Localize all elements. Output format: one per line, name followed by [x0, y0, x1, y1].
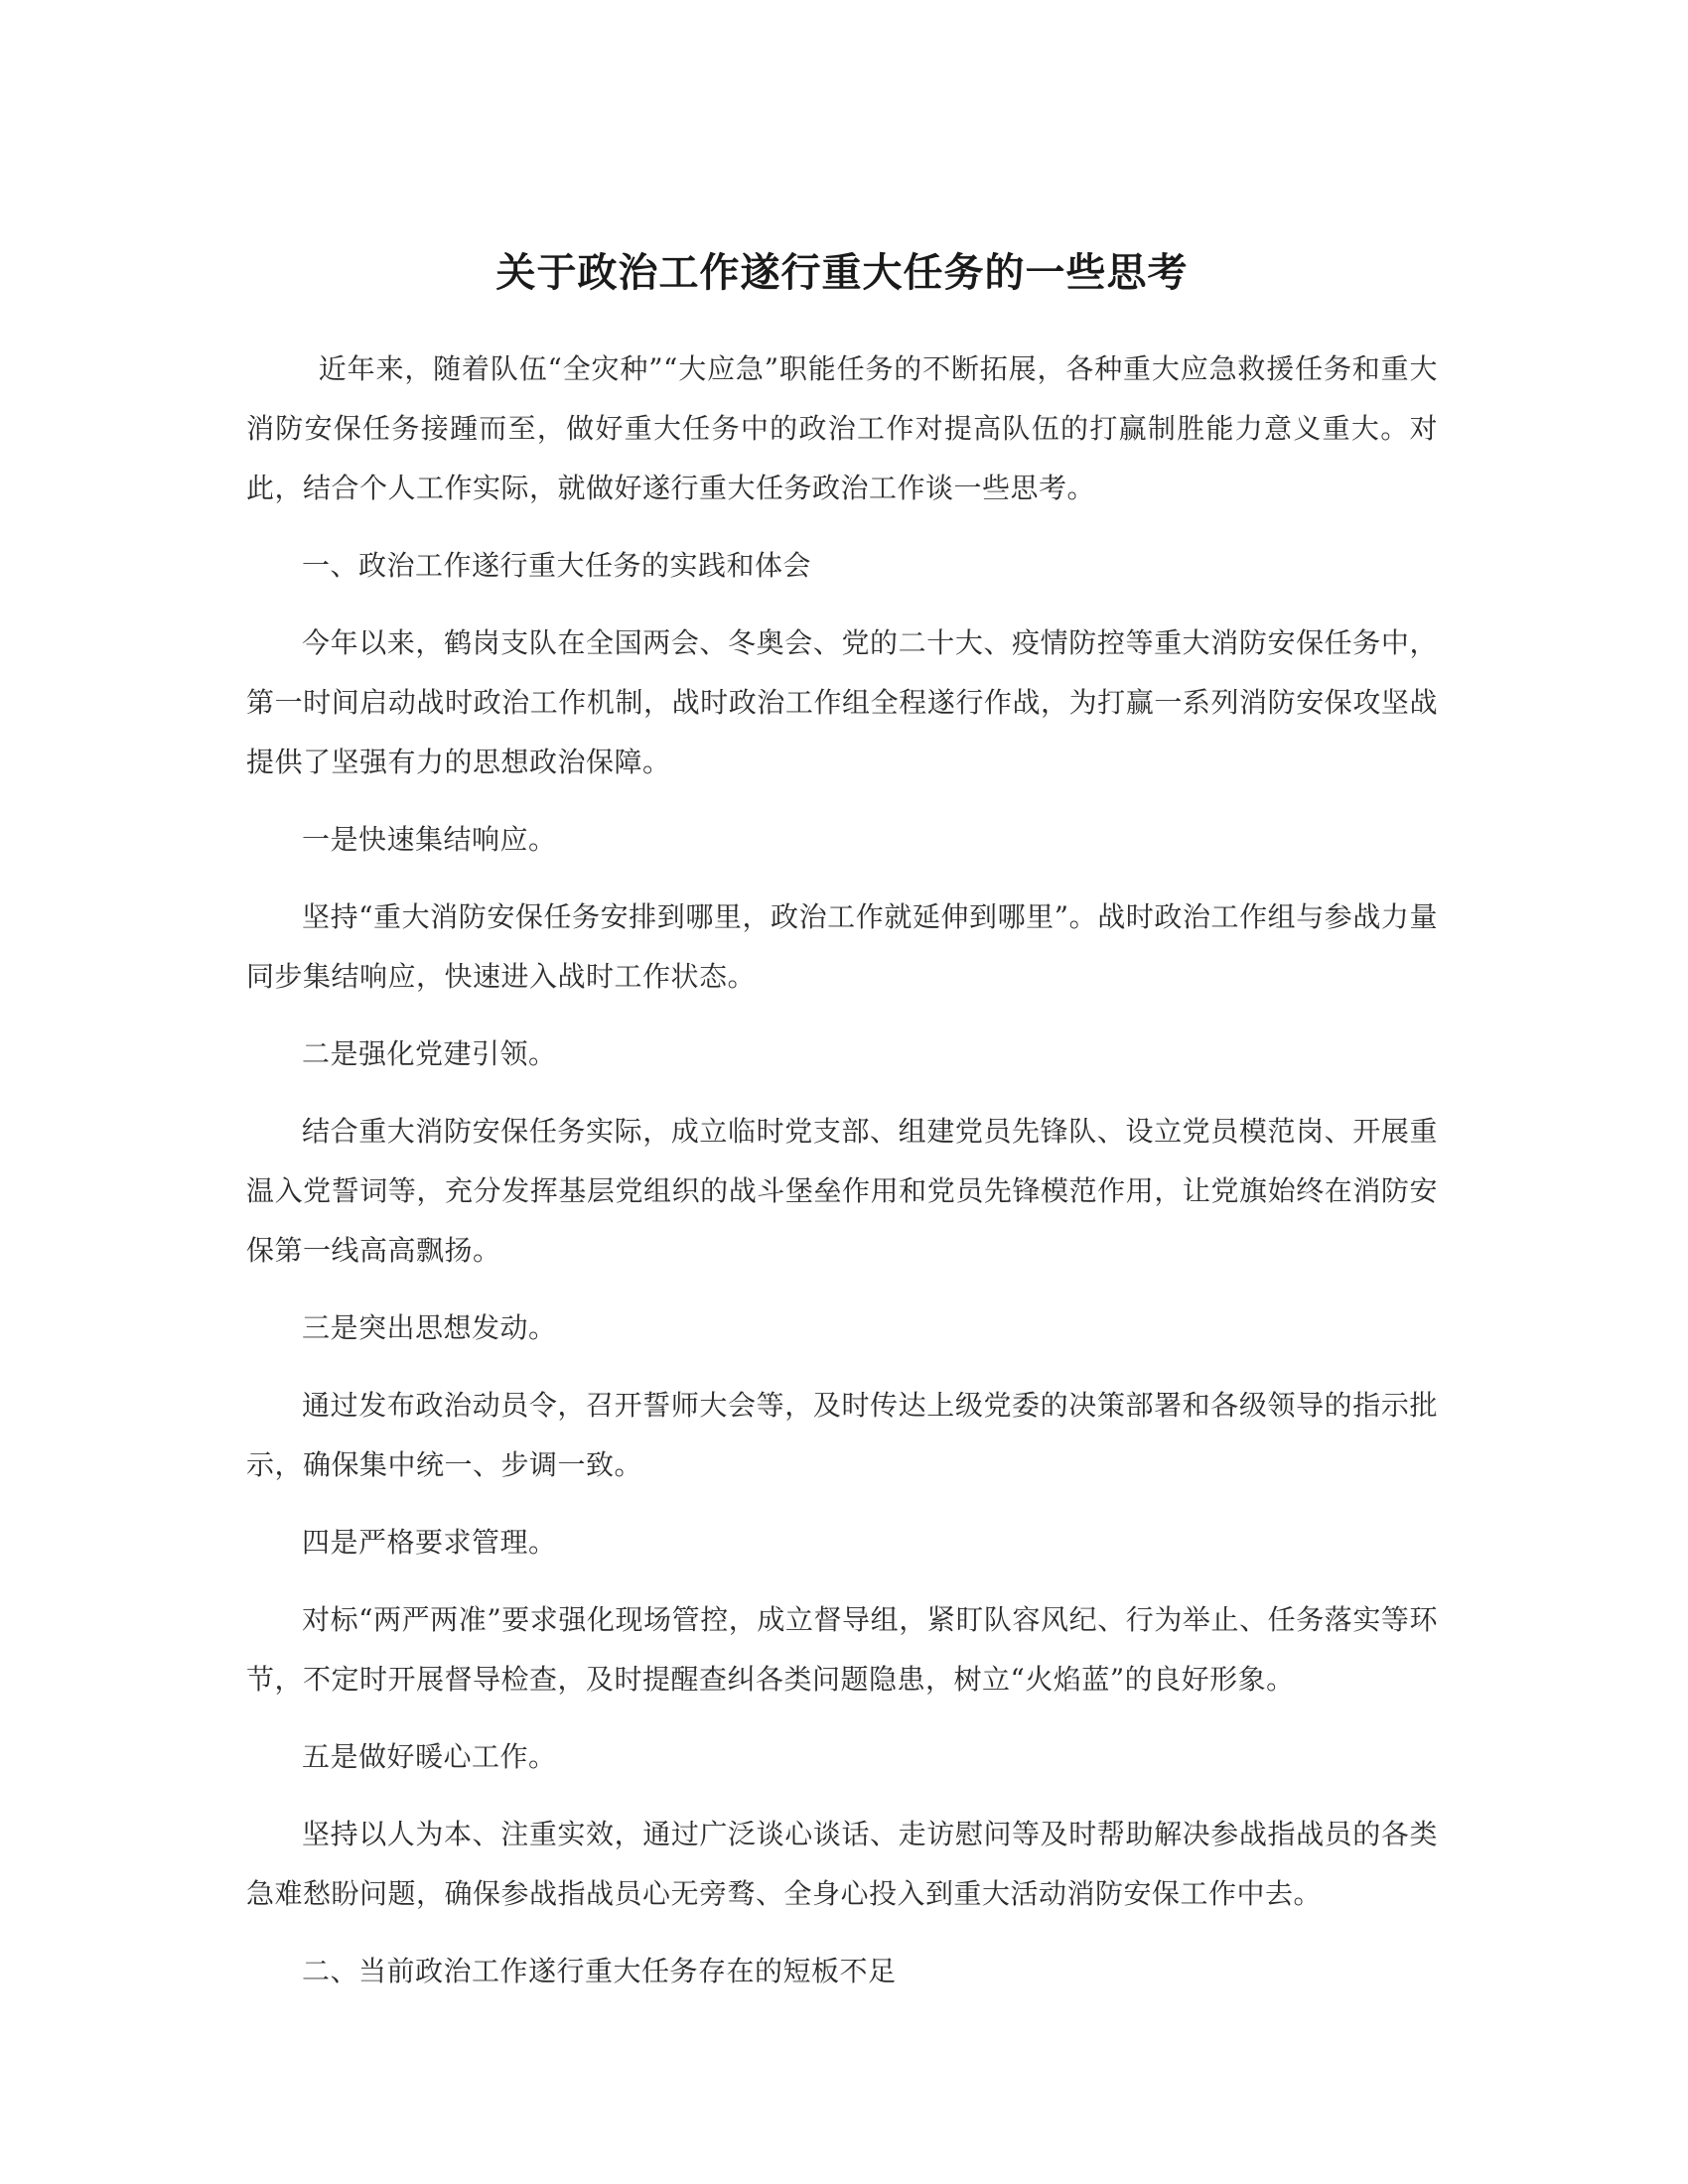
- section-1-paragraph: 今年以来，鹤岗支队在全国两会、冬奥会、党的二十大、疫情防控等重大消防安保任务中，第一时间启动战时政治工作机制，战时政治工作组全程遂行作战，为打赢一系列消防安保攻坚战提供了坚强有力的思想政治保障。: [246, 626, 1438, 778]
- point-paragraph-2: 结合重大消防安保任务实际，成立临时党支部、组建党员先锋队、设立党员模范岗、开展重温入党誓词等，充分发挥基层党组织的战斗堡垒作用和党员先锋模范作用，让党旗始终在消防安保第一线高高飘扬。: [246, 1115, 1438, 1267]
- intro-paragraph: 近年来，随着队伍“全灾种”“大应急”职能任务的不断拓展，各种重大应急救援任务和重大消防安保任务接踵而至，做好重大任务中的政治工作对提高队伍的打赢制胜能力意义重大。对此，结合个人工作实际，就做好遂行重大任务政治工作谈一些思考。: [246, 352, 1438, 504]
- point-paragraph-5: 坚持以人为本、注重实效，通过广泛谈心谈话、走访慰问等及时帮助解决参战指战员的各类急难愁盼问题，确保参战指战员心无旁骛、全身心投入到重大活动消防安保工作中去。: [246, 1818, 1438, 1910]
- point-paragraph-3: 通过发布政治动员令，召开誓师大会等，及时传达上级党委的决策部署和各级领导的指示批示，确保集中统一、步调一致。: [246, 1389, 1438, 1481]
- document-title: 关于政治工作遂行重大任务的一些思考: [495, 249, 1189, 296]
- point-heading-4: 四是严格要求管理。: [302, 1526, 557, 1559]
- point-heading-1: 一是快速集结响应。: [302, 823, 557, 856]
- point-paragraph-1: 坚持“重大消防安保任务安排到哪里，政治工作就延伸到哪里”。战时政治工作组与参战力量同步集结响应，快速进入战时工作状态。: [246, 900, 1438, 993]
- point-heading-5: 五是做好暖心工作。: [302, 1740, 557, 1773]
- point-paragraph-4: 对标“两严两准”要求强化现场管控，成立督导组，紧盯队容风纪、行为举止、任务落实等环节，不定时开展督导检查，及时提醒查纠各类问题隐患，树立“火焰蓝”的良好形象。: [246, 1603, 1438, 1696]
- document-body: [246, 340, 1438, 2019]
- point-heading-3: 三是突出思想发动。: [302, 1311, 557, 1344]
- section-heading-1: 一、政治工作遂行重大任务的实践和体会: [302, 549, 812, 582]
- point-heading-2: 二是强化党建引领。: [302, 1037, 557, 1070]
- section-heading-2: 二、当前政治工作遂行重大任务存在的短板不足: [302, 1955, 897, 1987]
